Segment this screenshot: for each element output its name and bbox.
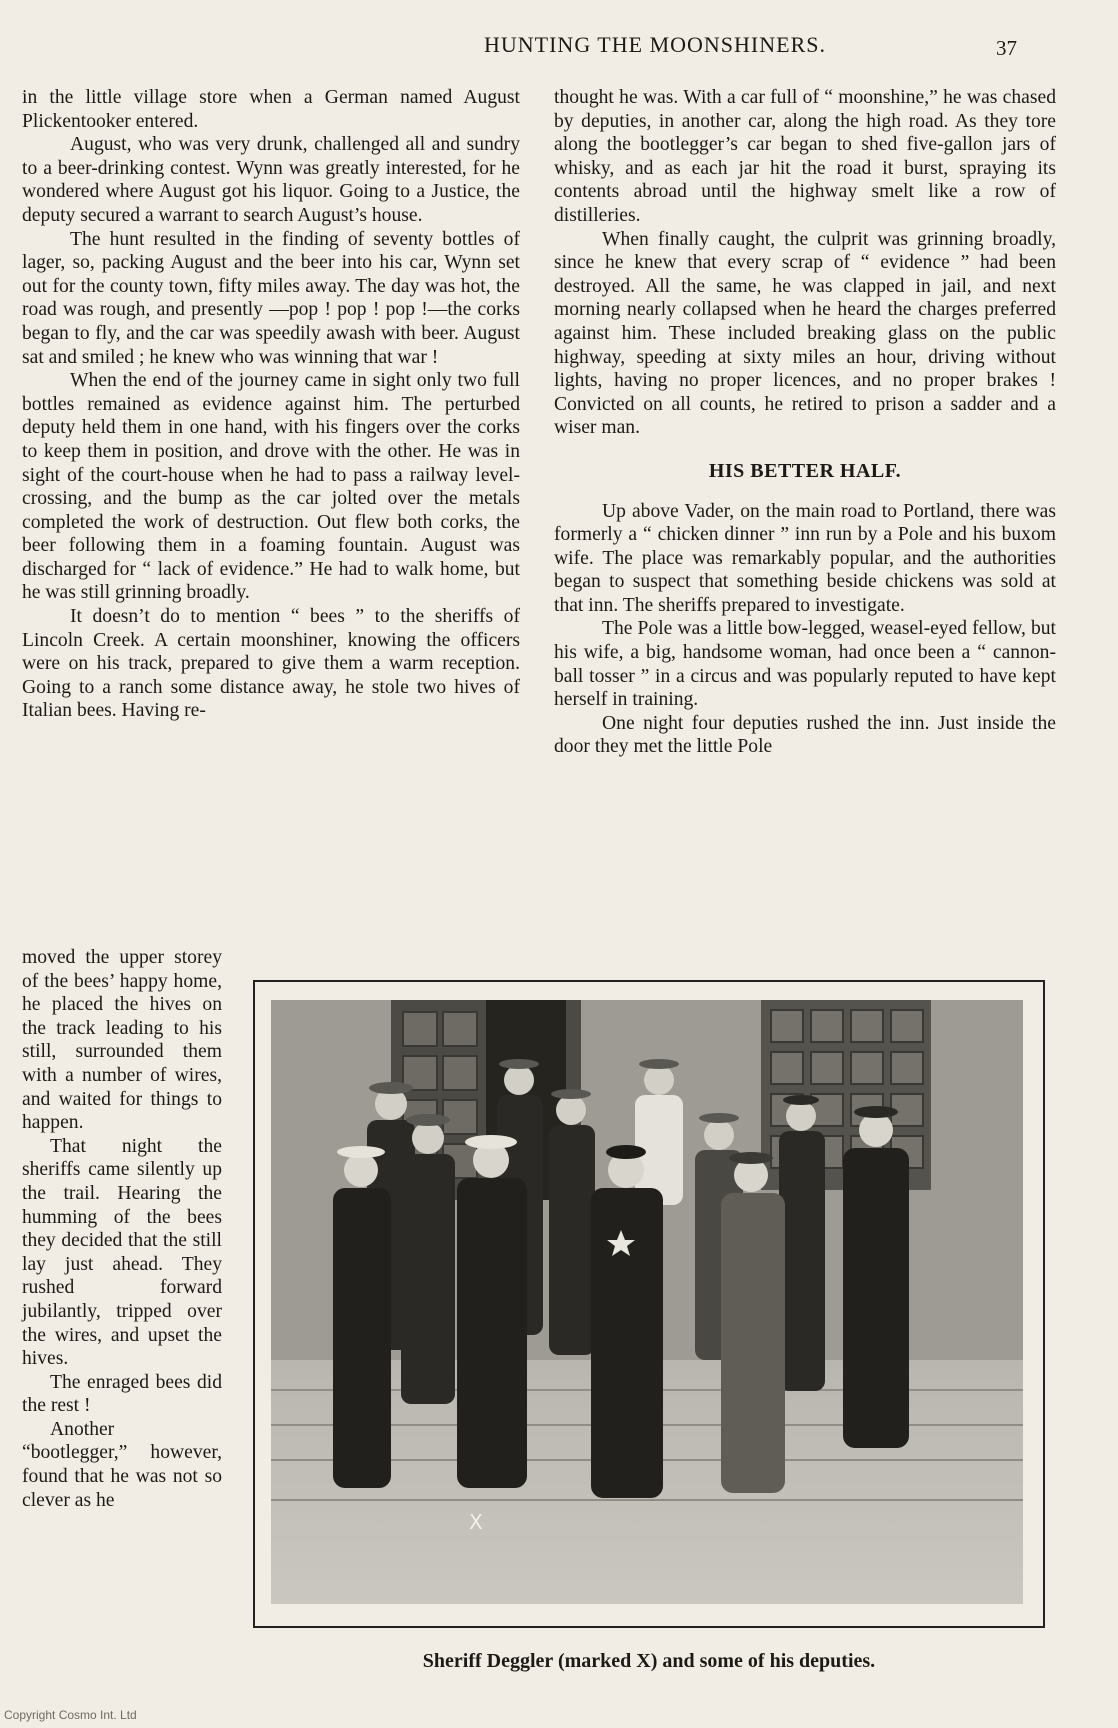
- page-number: 37: [996, 36, 1017, 60]
- paragraph: The hunt resulted in the finding of seventy bottles of lager, so, packing August and the beer into his car, Wynn set out for the county town, fifty miles away. The day was hot, the road was rough, and presently —pop ! pop ! pop !—the corks began to fly, and the car was speedily awash with beer. August sat and smiled ; he knew who was winning that war !: [22, 228, 520, 368]
- group-photo-image: [271, 1000, 1023, 1604]
- paragraph: It doesn’t do to mention “ bees ” to the sheriffs of Lincoln Creek. A certain moonshiner, knowing the officers were on his track, prepared to give them a warm reception. Going to a ranch some distance away, he stole two hives of Italian bees. Having re-: [22, 606, 520, 722]
- paragraph: When the end of the journey came in sight only two full bottles remained as evidence against him. The perturbed deputy held them in one hand, with his fingers over the corks to keep them in position, and drove with the other. He was in sight of the court-house when he had to pass a railway level-crossing, and the bump as the car jolted over the metals completed the work of destruction. Out flew both corks, the beer following them in a foaming fountain. August was discharged for “ lack of evidence.” He had to walk home, but he was still grinning broadly.: [22, 370, 520, 604]
- photo-mark: X: [469, 1510, 483, 1534]
- paragraph: Another “bootlegger,” however, found that he was not so clever as he: [22, 1418, 222, 1511]
- left-column: [22, 86, 520, 723]
- paragraph: Up above Vader, on the main road to Portland, there was formerly a “ chicken dinner ” inn run by a Pole and his buxom wife. The place was remarkably popular, and the authorities began to suspect that something beside chickens was sold at that inn. The sheriffs prepared to investigate.: [554, 500, 1056, 616]
- paragraph: The Pole was a little bow-legged, weasel-eyed fellow, but his wife, a big, handsome woman, had once been a “ cannon-ball tosser ” in a circus and was popularly reputed to have kept herself in training.: [554, 618, 1056, 711]
- paragraph: August, who was very drunk, challenged all and sundry to a beer-drinking contest. Wynn was greatly interested, for he wondered where August got his liquor. Going to a Justice, the deputy secured a warrant to search August’s house.: [22, 134, 520, 226]
- photo-frame: [253, 980, 1045, 1628]
- paragraph: When finally caught, the culprit was grinning broadly, since he knew that every scrap of “ evidence ” had been destroyed. All the same, he was clapped in jail, and next morning nearly collapsed when he heard the charges preferred against him. These included breaking glass on the public highway, speeding at sixty miles an hour, driving without lights, having no proper licences, and no proper brakes ! Convicted on all counts, he retired to prison a sadder and a wiser man.: [554, 228, 1056, 439]
- photo-caption: Sheriff Deggler (marked X) and some of his deputies.: [422, 1650, 876, 1672]
- paragraph: moved the upper storey of the bees’ happy home, he placed the hives on the track leading to his still, surrounded them with a number of wires, and waited for things to happen.: [22, 947, 222, 1134]
- group-photo: [271, 1000, 1023, 1604]
- right-column: [554, 86, 1056, 759]
- paragraph: thought he was. With a car full of “ moonshine,” he was chased by deputies, in another car, along the high road. As they tore along the bootlegger’s car began to shed five-gallon jars of whisky, and as each jar hit the road it burst, spraying its contents abroad until the highway smelt like a row of distilleries.: [554, 87, 1056, 226]
- paragraph: One night four deputies rushed the inn. Just inside the door they met the little Pole: [554, 712, 1056, 758]
- paragraph: The enraged bees did the rest !: [22, 1371, 222, 1417]
- section-heading: HIS BETTER HALF.: [708, 459, 902, 482]
- left-column-narrow: [22, 946, 222, 1512]
- paragraph: in the little village store when a German named August Plickentooker entered.: [22, 87, 520, 132]
- running-title: HUNTING THE MOONSHINERS.: [484, 32, 826, 57]
- copyright-watermark: Copyright Cosmo Int. Ltd: [4, 1708, 137, 1722]
- paragraph: That night the sheriffs came silently up the trail. Hearing the humming of the bees they decided that the still lay just ahead. They rushed forward jubilantly, tripped over the wires, and upset the hives.: [22, 1135, 222, 1370]
